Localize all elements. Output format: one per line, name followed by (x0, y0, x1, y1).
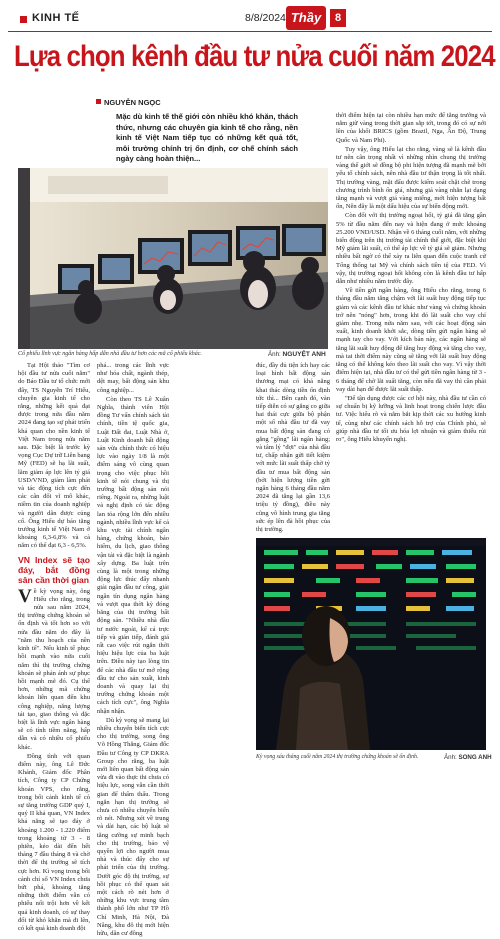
paragraph: Còn đối với thị trường ngoại hối, tỷ giá đã tăng gần 5% từ đầu năm đến nay và hiện đang ở mức khoảng 25.200 VND/USD. Nhận về 6 tháng cuối năm, với những biến động trên thị trường tài chính thế giới, đặc biệt khi Mỹ giảm lãi suất, có thể áp lực về tỷ giá sẽ giảm. Nhưng nhiều bất ngờ có thể xảy ra liên quan đến cuộc tranh cử Tổng thống tại Mỹ và chính sách tiền tệ của FED. Vì vậy, thị trường ngoại hối không còn là kênh đầu tư hấp dẫn như nhiều năm trước đây. (336, 212, 486, 286)
article-column-3 (256, 362, 330, 534)
photo1-credit-name: NGUYỆT ANH (282, 351, 326, 358)
page-number: 8 (330, 9, 346, 27)
header-divider (8, 31, 492, 32)
article-column-4 (336, 112, 486, 534)
paragraph (18, 585, 90, 752)
photo1-credit (268, 351, 326, 358)
author-name: NGUYỄN NGỌC (104, 98, 161, 107)
drop-cap: V (18, 585, 32, 607)
section-marker (20, 16, 27, 23)
issue-date: 8/8/2024 (245, 12, 286, 24)
article-column-1 (18, 362, 90, 934)
article-column-2 (97, 362, 169, 939)
photo2-caption: Kỳ vọng sáu tháng cuối năm 2024 thị trường chứng khoán sẽ ổn định. (256, 754, 419, 760)
paragraph: phá... trong các lĩnh vực như hóa chất, ngành thép, dệt may, bất động sản khu công nghiệp... (97, 362, 169, 394)
publication-logo: Thầy (286, 6, 326, 30)
page-header (8, 6, 492, 32)
paragraph: Còn theo TS Lê Xuân Nghĩa, thành viên Hội đồng Tư vấn chính sách tài chính, tiền tệ quốc gia, Luật Đất đai, Luật Nhà ở, Luật Kinh doanh bất động sản vừa chính thức có hiệu lực vào ngày 1/8 là một điểm sáng vô cùng quan trọng cho việc phục hồi kinh tế nói chung và thị trường bất động sản nói riêng. Ngoài ra, những luật và nghị định có tác động lan tỏa rộng lớn đến nhiều ngành, nhiều lĩnh vực kể cả khu vực tài chính ngân hàng, chứng khoán, bảo hiểm, du lịch, giao thông vận tải và đặc biệt là ngành xây dựng. Ba luật trên cùng là một trong những động lực thúc đẩy nhanh giải ngân đầu tư công, giải ngân tín dụng ngân hàng và vượt qua thời kỳ đóng băng của thị trường bất động sản. "Nhiều nhà đầu tư nước ngoài, kể cả trực tiếp và gián tiếp, đánh giá rất cao việc rút ngắn thời hiệu hiệu lực của ba luật trên. Điều này tạo lòng tin để các nhà đầu tư mở rộng đầu tư cho sản xuất, kinh doanh và quay lại thị trường chứng khoán một cách tích cực", ông Nghĩa nhận nhận. (97, 395, 169, 715)
byline-marker (96, 99, 101, 104)
paragraph: đúc, đầy đủ tiện ích hay các loại hình bất động sản thương mại có khả năng khai thác dòng tiền ổn định tức thì... Bên cạnh đó, vàn tiếp diễn có sự gắng co giữa hai thái cực giữa bộ phận một số nhà đầu tư đã vay mua bất động sản đang có gắng "gồng" lãi ngân hàng; và tâm lý "đợi" của nhà đầu tư, chấp nhận gửi tiết kiệm với mức lãi suất thấp chờ tỷ đầu tư mua bất động sản (bởi hiện lượng tiền gửi ngân hàng 6 tháng đầu năm 2024 đã tăng lại gần 13,6 triệu tỷ đồng), điều này cũng vô hình trung gia tăng sức ép lên đà hồi phục của thị trường. (256, 362, 330, 534)
subheading: VN Index sẽ tạo đáy, bắt đồng sân cần thời gian (18, 554, 90, 585)
paragraph: Về tiền gửi ngân hàng, ông Hiếu cho rằng, trong 6 tháng đầu năm tăng chậm với lãi suất huy động tiếp tục giảm và các kênh đầu tư khác như vàng và chứng khoán trở nên "nóng" hơn, trong khi đó lãi suất cho vay chỉ giảm nhẹ. Trong nửa năm sau, với các hoạt động sản xuất, kinh doanh khởi sắc, dòng tiền gửi ngân hàng sẽ mạnh tay cho vay. Với kích bản này, các ngân hàng sẽ tăng lãi suất huy động để tăng huy động và tăng cho vay, mà tai thời điểm này cũng sẽ tăng với lãi suất huy động tăng có thể không kéo theo lãi suất cho vay. Vì vậy thời điểm hiện tại, nhà đầu tư có thể gửi tiền ngân hàng từ 3 - 6 tháng để chờ lãi suất tăng, còn nếu đã vay thì cần phải vay dài hạn để được lãi suất thấp. (336, 287, 486, 393)
section-name: KINH TẾ (32, 12, 80, 24)
photo2-credit-prefix: Ảnh: (444, 754, 457, 761)
photo1-caption: Cổ phiếu lĩnh vực ngân hàng hấp dẫn nhà đầu tư hơn các mã cổ phiếu khác. (18, 351, 202, 357)
paragraph-text: ề kỳ vọng này, ông Hiếu cho rằng, trong nửa sau năm 2024, thị trường chứng khoán sẽ ổn định và tốt hơn so với nửa đầu năm do đây là "năm thu hoạch của nền kinh tế". Nếu kinh tế phục hồi mạnh vào nửa cuối năm thì thị trường chứng khoán sẽ phản ánh sự phục hồi mạnh mẽ đó. Cụ thể hơn, những mã chứng khoán liên quan đến khu công nghiệp, năng lượng tái tạo, giao thông và đặc biệt là lĩnh vực ngân hàng sẽ có tính tiềm năng, hấp dẫn và có nhiều cổ phiếu khác. (18, 587, 90, 751)
paragraph: "Để tận dụng được các cơ hội này, nhà đầu tư cần có sự chuẩn bị kỹ lưỡng và linh hoạt trong chiến lược đầu tư. Việc hiểu rõ và nắm bắt kịp thời các xu hướng kinh tế, cùng như các chính sách hỗ trợ của Chính phủ, sẽ giúp nhà đầu tư tối ưu hóa lợi nhuận và giảm thiểu rủi ro", ông Hiếu khuyến nghị. (336, 394, 486, 443)
paragraph: Tại Hội thảo "Tìm cơ hội đầu tư nửa cuối năm" do Báo Đầu tư tổ chức mới đây, TS Nguyễn Trí Hiếu, chuyên gia kinh tế cho rằng, những kết quả đạt được trong nửa đầu năm 2024 đang tạo sự phát triển khả quan cho nền kinh tế Việt Nam trong nửa năm sau. Đặc biệt là trước kỳ vọng Cục Dự trữ Liên bang Mỹ (FED) sẽ hạ lãi suất, lãm giảm áp lực lên tỷ giá USD/VND, giảm làm phát và tác động tích cực đến các cân đối vĩ mô khác, niềm tin của doanh nghiệp và người dân được củng cố. Ông Hiếu dự báo tăng trưởng kinh tế Việt Nam ở khoảng 6,3-6,8% và cả năm có thể đạt 6,3 - 6,5%. (18, 362, 90, 550)
paragraph: Dù kỳ vọng sẽ mang lại nhiều chuyển biến tích cực cho thị trường, song ông Võ Hồng Thắng, Giám đốc Đầu tư Công ty CP DKRA Group cho rằng, ba luật mới liên quan bất động sản vừa đi vào thực thi chưa có hiệu lực, song vẫn cần thời gian để thẩm thấu. Trong ngắn hạn thị trường sẽ chưa có nhiều chuyển biến rõ nét. Nhưng xét về trung và dài hạn, các bộ luật sẽ tăng cường sự minh bạch cho thị trường, bảo vệ quyền lợi cho người mua nhà và thúc đẩy cho sự phát triển của thị trường. Dưới góc độ thị trường, sự hồi phục có thể quan sát một cách rõ nét hơn ở những khu vực trung tâm thành phố lớn như TP Hồ Chí Minh, Hà Nội, Đà Nẵng, khu đô thị mới hiện hữu, dân cư đông (97, 716, 169, 938)
photo1-credit-prefix: Ảnh: (268, 351, 281, 358)
photo2-credit (444, 754, 492, 761)
trading-room-photo (18, 168, 328, 349)
article-lead: Mặc dù kinh tế thế giới còn nhiều khó khăn, thách thức, nhưng các chuyên gia kinh tế cho rằng, nền kinh tế Việt Nam tiếp tục có những kết quả tốt, môi trường chính trị ổn định, cơ chế chính sách ngày càng hoàn thiện... (116, 112, 298, 163)
paragraph: Đồng tình với quan điểm này, ông Lê Đức Khánh, Giám đốc Phân tích, Công ty CP Chứng khoán VPS, cho rằng, trong bối cảnh kinh tế có sự tăng trưởng GDP quý I, quý II khả quan, VN Index khả năng sẽ tạo đáy ở khoảng 1.200 - 1.220 điểm trong khoảng từ 3 - 8 phiên, kéo dài đến hết tháng 7 đầu tháng 8 và chờ thời để thị trường sẽ tích cực hơn. Kì vọng trong bối cảnh chỉ số VN Index chưa bứt phá, khoảng tăng những thời điểm vẫn có phiếu nổi trội hơn về kết quả kinh doanh, có sự thay đổi từ khó khăn mà đi lên, có kết quả kinh doanh đột (18, 752, 90, 932)
paragraph: Tuy vậy, ông Hiếu lại cho rằng, vàng sẽ là kênh đầu tư nên cân trọng nhất vì những nhìn chung thị trường vàng thế giới sẽ đồng bộ phi hiện tượng đã mạnh mẽ bởi yếu tố chính sách, nên nhà đầu tư thận trọng là tốt nhất. Thị trường vàng, mặt đấu được kiểm soát chặt chẽ trong chương trình bình ổn giá, nhưng giá vàng nhắn lại dạng tăng mạnh và vượt giá vàng miếng, mới hiện tượng bất ổn, Nên đây là một dấu hiệu của sự biến động mới. (336, 145, 486, 211)
article-title: Lựa chọn kênh đầu tư nửa cuối năm 2024 (14, 40, 495, 73)
paragraph: thời điểm hiện tại còn nhiều hạn mức để tăng trưởng và nắm giữ vàng trong thời gian sắp tới, trong đó có sự nới lên của khối BRICS (gồm Brazil, Nga, Ấn Độ, Trung Quốc và Nam Phi). (336, 112, 486, 144)
stock-board-photo (256, 538, 486, 750)
photo2-credit-name: SONG ANH (458, 754, 492, 761)
byline (96, 98, 161, 107)
